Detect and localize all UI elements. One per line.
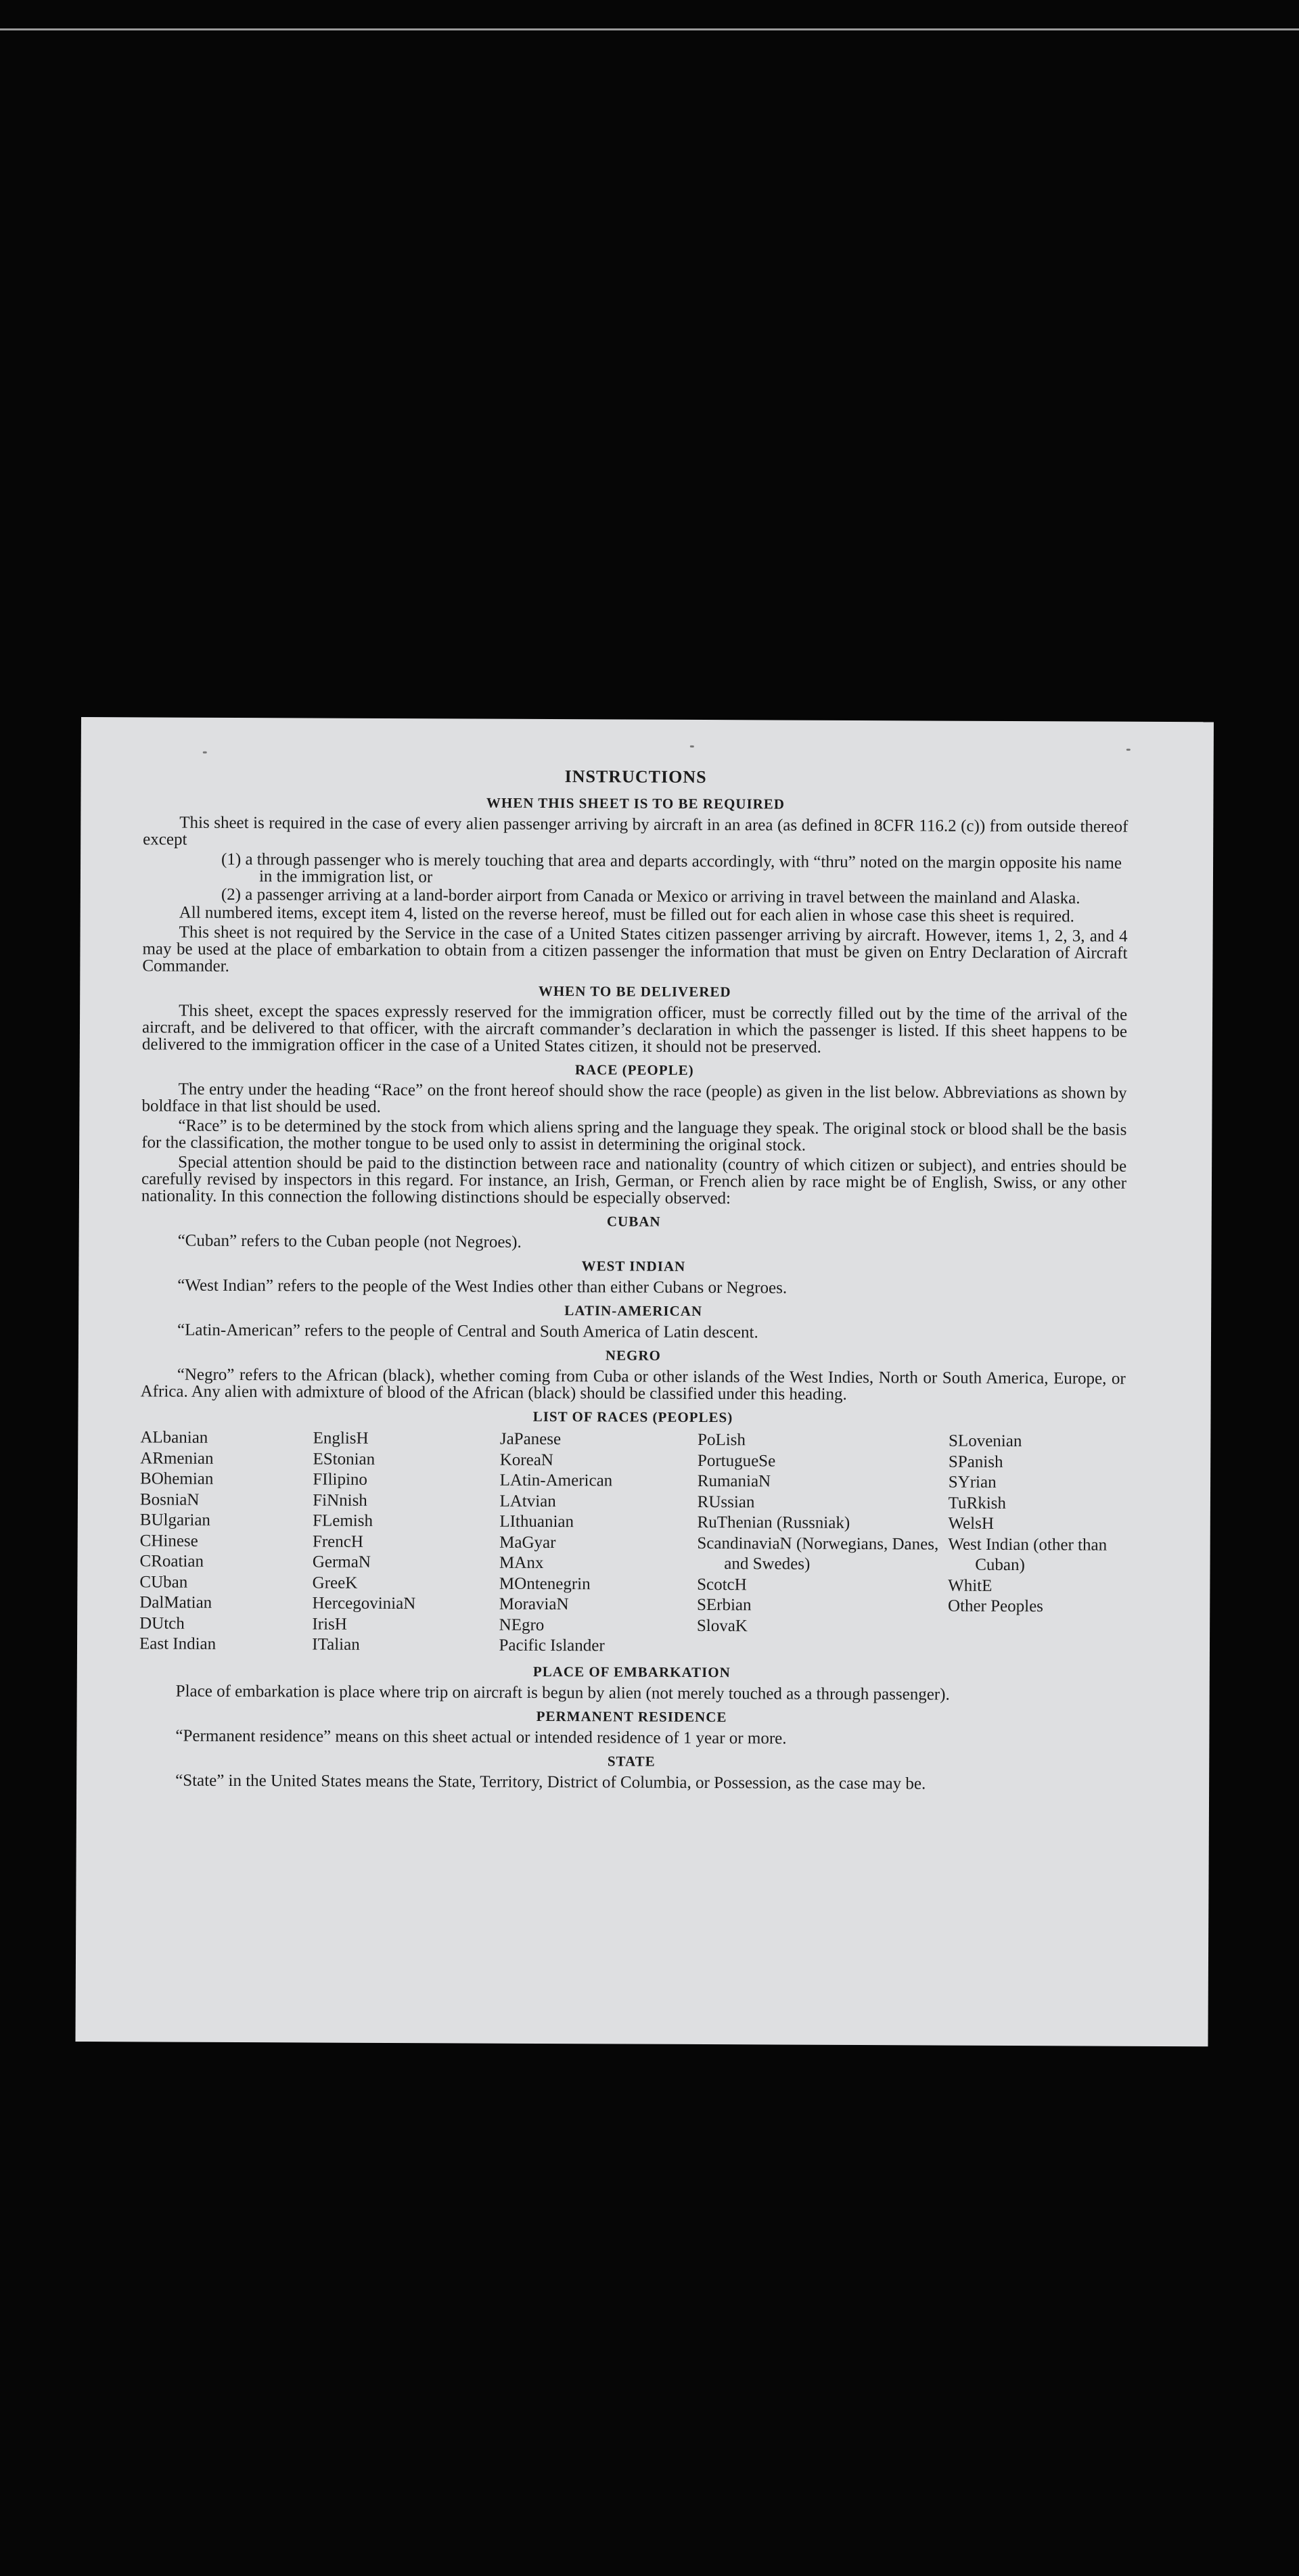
race-entry: JaPanese: [499, 1429, 562, 1449]
race-entry: EnglisH: [313, 1429, 369, 1448]
heading-permanent-residence: PERMANENT RESIDENCE: [536, 1707, 727, 1725]
race-entry: ALbanian: [140, 1428, 208, 1447]
race-entry: RumaniaN: [697, 1471, 771, 1491]
race-entry: RUssian: [697, 1492, 755, 1511]
race-entry: ScotcH: [697, 1575, 747, 1594]
heading-when-required: WHEN THIS SHEET IS TO BE REQUIRED: [486, 794, 785, 812]
race-entry: LIthuanian: [499, 1512, 574, 1532]
race-entry: RuThenian (Russniak): [697, 1513, 850, 1532]
heading-when-delivered: WHEN TO BE DELIVERED: [538, 982, 731, 1001]
race-entry: DalMatian: [139, 1593, 212, 1612]
exception-item-1: (1) a through passenger who is merely touching that area and departs accordingly, with “thru” noted on the margin opposite his name in the immigration list, or: [221, 850, 1122, 887]
race-entry: IrisH: [312, 1615, 347, 1634]
race-entry: BOhemian: [140, 1469, 214, 1488]
paragraph: “Race” is to be determined by the stock from which aliens spring and the language they speak. The original stock or blood shall be the basis for the classification, the mother tongue to be used only to assist in determining the original stock.: [141, 1116, 1127, 1155]
race-entry: SLovenian: [949, 1431, 1022, 1451]
races-column: [312, 1429, 500, 1657]
heading-negro: NEGRO: [605, 1347, 661, 1364]
race-entry: ScandinaviaN (Norwegians, Danes, and Swedes): [697, 1534, 939, 1573]
paragraph: This sheet, except the spaces expressly reserved for the immigration officer, must be correctly filled out by the time of the arrival of the aircraft, and be delivered to that officer, with the aircraft commander’s declaration in which the passenger is listed. If this sheet happens to be delivered to the immigration officer in the case of a United States citizen, it should not be preserved.: [141, 1001, 1128, 1057]
race-entry: Pacific Islander: [499, 1636, 605, 1655]
race-entry: PortugueSe: [697, 1451, 776, 1470]
heading-west-indian: WEST INDIAN: [581, 1258, 686, 1274]
race-entry: GermaN: [312, 1552, 371, 1571]
race-entry: West Indian (other than Cuban): [948, 1535, 1108, 1575]
race-entry: FLemish: [313, 1511, 373, 1530]
paragraph: Special attention should be paid to the distinction between race and nationality (country of which citizen or subject), and entries should be carefully revised by inspectors in this regard. For instance, an Irish, German, or French alien by race might be of English, Swiss, or any other nationality. In this connection the following distinctions should be especially observed:: [141, 1153, 1127, 1208]
race-entry: MOntenegrin: [499, 1574, 591, 1593]
race-entry: CHinese: [139, 1531, 198, 1550]
race-entry: SErbian: [696, 1595, 752, 1615]
race-entry: EStonian: [313, 1450, 375, 1469]
race-entry: FiNnish: [313, 1491, 367, 1510]
races-list: [139, 1427, 1125, 1659]
paragraph: This sheet is not required by the Service in the case of a United States citizen passenger arriving by aircraft. However, items 1, 2, 3, and 4 may be used at the place of embarkation to obtain from a citizen passenger the information that must be given on Entry Declaration of Aircraft Commander.: [142, 923, 1128, 975]
races-column: [499, 1429, 698, 1657]
race-entry: SPanish: [948, 1452, 1003, 1471]
page-title: INSTRUCTIONS: [564, 766, 707, 787]
race-entry: WelsH: [948, 1514, 995, 1533]
paragraph: This sheet is required in the case of every alien passenger arriving by aircraft in an area (as defined in 8CFR 116.2 (c)) from outside thereof except: [143, 813, 1129, 849]
race-entry: SlovaK: [696, 1616, 748, 1635]
race-entry: FrencH: [312, 1532, 364, 1551]
paragraph: The entry under the heading “Race” on the front hereof should show the race (people) as given in the list below. Abbreviations as shown by boldface in that list should be used.: [141, 1080, 1127, 1116]
race-entry: BUlgarian: [139, 1511, 211, 1530]
heading-list-of-races: LIST OF RACES (PEOPLES): [532, 1408, 733, 1426]
races-column: [697, 1430, 949, 1658]
race-entry: CUban: [139, 1572, 188, 1592]
race-entry: ITalian: [312, 1635, 360, 1654]
race-entry: MoraviaN: [499, 1594, 569, 1614]
paragraph: All numbered items, except item 4, listed on the reverse hereof, must be filled out for each alien in whose case this sheet is required.: [179, 903, 1074, 926]
heading-cuban: CUBAN: [606, 1213, 661, 1230]
race-entry: MAnx: [499, 1553, 544, 1572]
race-entry: DUtch: [139, 1613, 185, 1633]
paragraph: “Permanent residence” means on this sheet actual or intended residence of 1 year or more.: [175, 1726, 787, 1748]
race-entry: HercegoviniaN: [312, 1594, 416, 1613]
race-entry: MaGyar: [499, 1533, 556, 1552]
top-border-line: [0, 28, 1299, 30]
race-entry: ARmenian: [140, 1448, 214, 1468]
race-entry: WhitE: [948, 1576, 993, 1595]
race-entry: TuRkish: [948, 1494, 1006, 1513]
race-entry: East Indian: [139, 1634, 216, 1653]
race-entry: BosniaN: [139, 1490, 200, 1509]
paragraph: “Negro” refers to the African (black), whether coming from Cuba or other islands of the West Indies, North or South America, Europe, or Africa. Any alien with admixture of blood of the African (black) should be classified under this heading.: [140, 1365, 1126, 1404]
exception-item-2: (2) a passenger arriving at a land-border airport from Canada or Mexico or arriving in travel between the mainland and Alaska.: [221, 885, 1080, 908]
heading-state: STATE: [607, 1752, 656, 1770]
paragraph: “Cuban” refers to the Cuban people (not Negroes).: [177, 1231, 522, 1251]
heading-embarkation: PLACE OF EMBARKATION: [532, 1663, 731, 1680]
race-entry: PoLish: [698, 1430, 746, 1450]
race-entry: LAtvian: [499, 1492, 556, 1511]
paragraph: “Latin-American” refers to the people of Central and South America of Latin descent.: [177, 1320, 758, 1342]
paragraph: “State” in the United States means the State, Territory, District of Columbia, or Possession, as the case may be.: [175, 1771, 926, 1793]
race-entry: Other Peoples: [947, 1596, 1044, 1616]
instruction-sheet: [75, 717, 1214, 2046]
race-entry: SYrian: [948, 1473, 997, 1492]
speck: [690, 745, 694, 748]
race-entry: NEgro: [499, 1615, 545, 1634]
heading-race: RACE (PEOPLE): [574, 1061, 694, 1078]
race-entry: KoreaN: [499, 1450, 553, 1469]
race-entry: GreeK: [312, 1573, 358, 1592]
paragraph: “West Indian” refers to the people of the West Indies other than either Cubans or Negroes.: [177, 1276, 788, 1297]
paragraph: Place of embarkation is place where trip on aircraft is begun by alien (not merely touched as a through passenger).: [175, 1682, 950, 1704]
races-column: [948, 1431, 1126, 1659]
race-entry: LAtin-American: [499, 1471, 613, 1490]
race-entry: CRoatian: [139, 1552, 204, 1571]
speck: [203, 752, 207, 754]
speck: [1126, 749, 1131, 751]
race-entry: FIlipino: [313, 1470, 368, 1489]
races-column: [139, 1427, 313, 1655]
heading-latin-american: LATIN-AMERICAN: [564, 1302, 703, 1320]
